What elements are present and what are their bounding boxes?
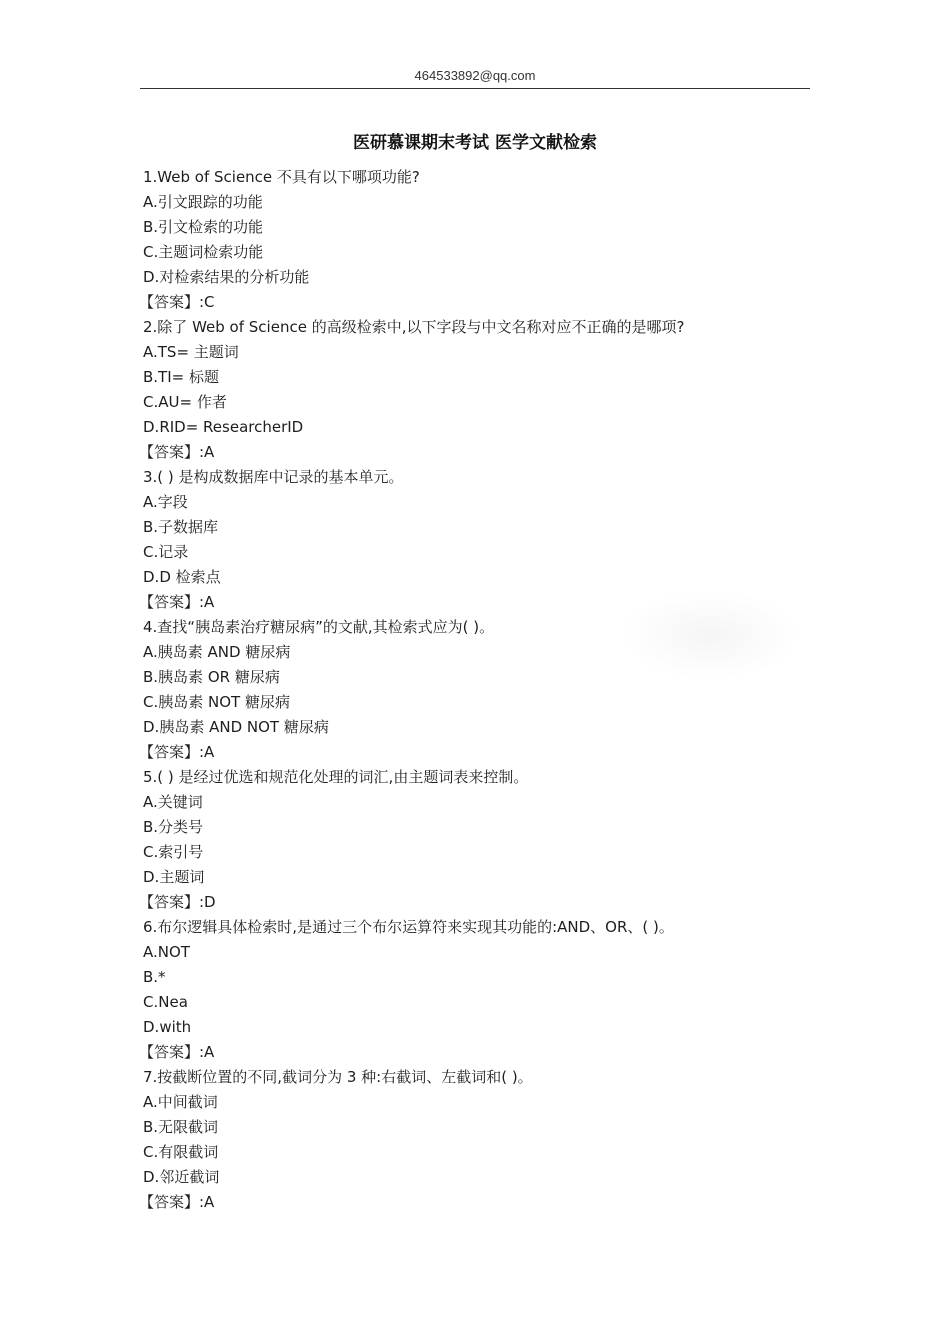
- option-a: A.TS= 主题词: [143, 343, 239, 361]
- option-b: B.无限截词: [143, 1118, 219, 1136]
- question-block: [139, 615, 823, 765]
- option-d: D.主题词: [143, 868, 205, 886]
- question-block: [139, 315, 823, 465]
- question-stem: 5.( ) 是经过优选和规范化处理的词汇,由主题词表来控制。: [143, 768, 529, 786]
- question-stem: 4.查找“胰岛素治疗糖尿病”的文献,其检索式应为( )。: [143, 618, 495, 636]
- option-a: A.中间截词: [143, 1093, 218, 1111]
- question-block: [139, 465, 823, 615]
- option-d: D.with: [143, 1018, 192, 1036]
- option-b: B.子数据库: [143, 518, 219, 536]
- option-a: A.引文跟踪的功能: [143, 193, 263, 211]
- answer-line: 【答案】:A: [139, 593, 215, 611]
- question-block: [139, 165, 823, 315]
- option-a: A.胰岛素 AND 糖尿病: [143, 643, 291, 661]
- header-divider: [140, 88, 810, 89]
- option-c: C.胰岛素 NOT 糖尿病: [143, 693, 290, 711]
- answer-line: 【答案】:D: [139, 893, 216, 911]
- option-c: C.记录: [143, 543, 189, 561]
- option-a: A.关键词: [143, 793, 203, 811]
- option-d: D.邻近截词: [143, 1168, 220, 1186]
- question-stem: 6.布尔逻辑具体检索时,是通过三个布尔运算符来实现其功能的:AND、OR、( )。: [143, 918, 674, 936]
- option-c: C.Nea: [143, 993, 188, 1011]
- question-block: [139, 1065, 823, 1215]
- option-b: B.引文检索的功能: [143, 218, 264, 236]
- option-a: A.字段: [143, 493, 188, 511]
- question-stem: 1.Web of Science 不具有以下哪项功能?: [143, 168, 420, 186]
- header-email: 464533892@qq.com: [414, 68, 536, 83]
- answer-line: 【答案】:C: [139, 293, 215, 311]
- question-list: [139, 165, 823, 1215]
- answer-line: 【答案】:A: [139, 443, 215, 461]
- option-c: C.AU= 作者: [143, 393, 227, 411]
- option-c: C.主题词检索功能: [143, 243, 264, 261]
- question-stem: 3.( ) 是构成数据库中记录的基本单元。: [143, 468, 404, 486]
- option-c: C.索引号: [143, 843, 204, 861]
- option-a: A.NOT: [143, 943, 190, 961]
- question-block: [139, 915, 823, 1065]
- answer-line: 【答案】:A: [139, 743, 215, 761]
- option-b: B.胰岛素 OR 糖尿病: [143, 668, 280, 686]
- option-b: B.TI= 标题: [143, 368, 219, 386]
- document-title: 医研慕课期末考试 医学文献检索: [353, 133, 597, 153]
- option-d: D.胰岛素 AND NOT 糖尿病: [143, 718, 329, 736]
- option-b: B.*: [143, 968, 166, 986]
- option-d: D.D 检索点: [143, 568, 221, 586]
- question-block: [139, 765, 823, 915]
- option-d: D.RID= ResearcherID: [143, 418, 304, 436]
- question-stem: 7.按截断位置的不同,截词分为 3 种:右截词、左截词和( )。: [143, 1068, 533, 1086]
- question-stem: 2.除了 Web of Science 的高级检索中,以下字段与中文名称对应不正确的是哪项?: [143, 318, 685, 336]
- option-d: D.对检索结果的分析功能: [143, 268, 310, 286]
- option-c: C.有限截词: [143, 1143, 219, 1161]
- answer-line: 【答案】:A: [139, 1193, 215, 1211]
- answer-line: 【答案】:A: [139, 1043, 215, 1061]
- option-b: B.分类号: [143, 818, 204, 836]
